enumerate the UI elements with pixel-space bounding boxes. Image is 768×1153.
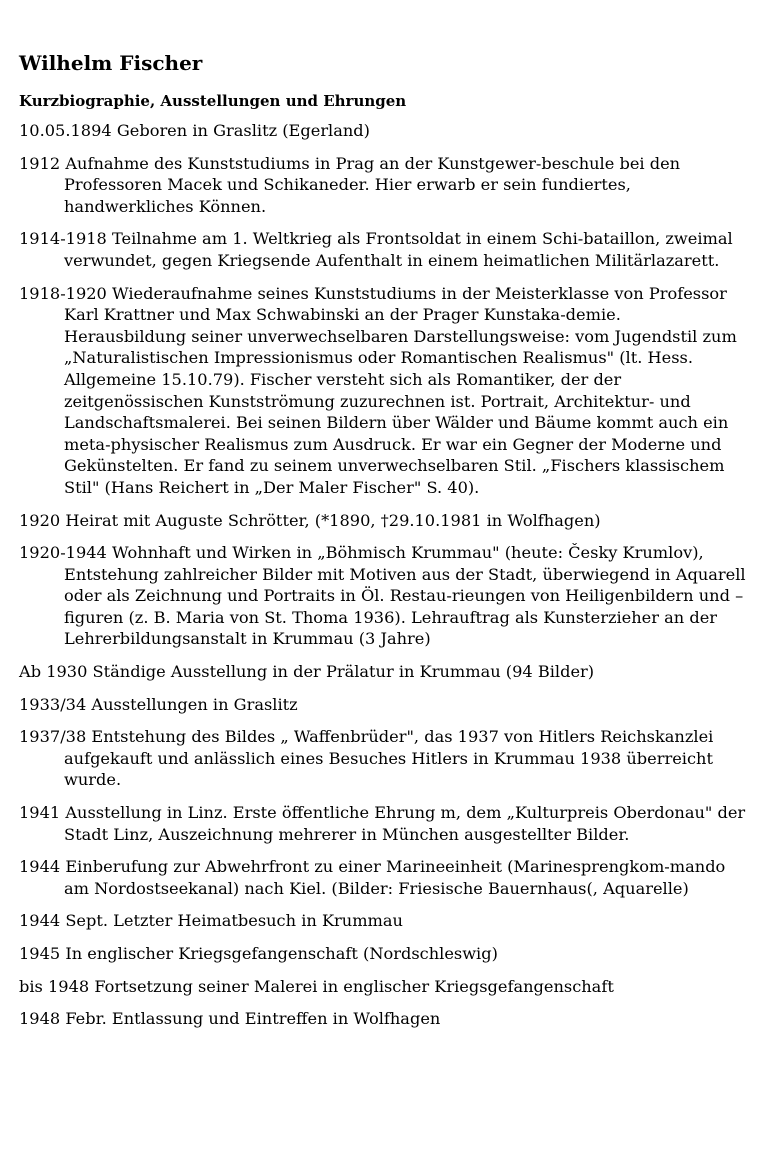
biography-entry: 10.05.1894 Geboren in Graslitz (Egerland) (19, 121, 370, 140)
biography-entry: 1945 In englischer Kriegsgefangenschaft (Nordschleswig) (19, 944, 498, 963)
biography-entry: 1937/38 Entstehung des Bildes „ Waffenbrüder", das 1937 von Hitlers Reichskanzlei aufgekauft und anlässlich eines Besuches Hitlers in Krummau 1938 überreicht wurde. (19, 727, 714, 790)
biography-entry: Ab 1930 Ständige Ausstellung in der Prälatur in Krummau (94 Bilder) (19, 662, 595, 682)
biography-entry: 1912 Aufnahme des Kunststudiums in Prag an der Kunstgewer-beschule bei den Professoren Macek und Schikaneder. Hier erwarb er sein fundiertes, handwerkliches Können. (19, 153, 681, 216)
biography-entry: 1918-1920 Wiederaufnahme seines Kunststudiums in der Meisterklasse von Professor Karl Krattner und Max Schwabinski an der Prager Kunstaka-demie. Herausbildung seiner unverwechselbaren Darstellungsweise: vom Jugendstil zum „Naturalistischen Impressionismus oder Romantischen Realismus" (lt. Hess. Allgemeine 15.10.79). Fischer versteht sich als Romantiker, der der zeitgenössischen Kunstströmung zuzurechnen ist. Portrait, Architektur- und Landschaftsmalerei. Bei seinen Bildern über Wälder und Bäume kommt auch ein meta-physischer Realismus zum Ausdruck. Er war ein Gegner der Moderne und Gekünstelten. Er fand zu seinem unverwechselbaren Stil. „Fischers klassischem Stil" (Hans Reichert in „Der Maler Fischer" S. 40). (19, 283, 737, 497)
biography-entry: 1941 Ausstellung in Linz. Erste öffentliche Ehrung m, dem „Kulturpreis Oberdonau" der Stadt Linz, Auszeichnung mehrerer in München ausgestellter Bilder. (19, 803, 746, 844)
biography-entry: 1944 Sept. Letzter Heimatbesuch in Krummau (19, 911, 403, 931)
page-subtitle: Kurzbiographie, Ausstellungen und Ehrungen (19, 92, 407, 110)
biography-entry: 1920-1944 Wohnhaft und Wirken in „Böhmisch Krummau" (heute: Česky Krumlov), Entstehung zahlreicher Bilder mit Motiven aus der Stadt, überwiegend in Aquarell oder als Zeichnung und Portraits in Öl. Restau-rieungen von Heiligenbildern und –figuren (z. B. Maria von St. Thoma 1936). Lehrauftrag als Kunsterzieher an der Lehrerbildungsanstalt in Krummau (3 Jahre) (19, 543, 746, 649)
biography-entry: 1933/34 Ausstellungen in Graslitz (19, 694, 298, 714)
biography-entry: 1920 Heirat mit Auguste Schrötter, (*1890, †29.10.1981 in Wolfhagen) (19, 510, 601, 530)
page-title: Wilhelm Fischer (19, 51, 203, 75)
biography-entry: bis 1948 Fortsetzung seiner Malerei in englischer Kriegsgefangenschaft (19, 976, 614, 996)
biography-entry: 1914-1918 Teilnahme am 1. Weltkrieg als Frontsoldat in einem Schi-bataillon, zweimal verwundet, gegen Kriegsende Aufenthalt in einem heimatlichen Militärlazarett. (19, 229, 733, 270)
biography-entry: 1944 Einberufung zur Abwehrfront zu einer Marineeinheit (Marinesprengkom-mando am Nordostseekanal) nach Kiel. (Bilder: Friesische Bauernhaus(, Aquarelle) (19, 857, 726, 898)
biography-entry: 1948 Febr. Entlassung und Eintreffen in Wolfhagen (19, 1009, 441, 1029)
